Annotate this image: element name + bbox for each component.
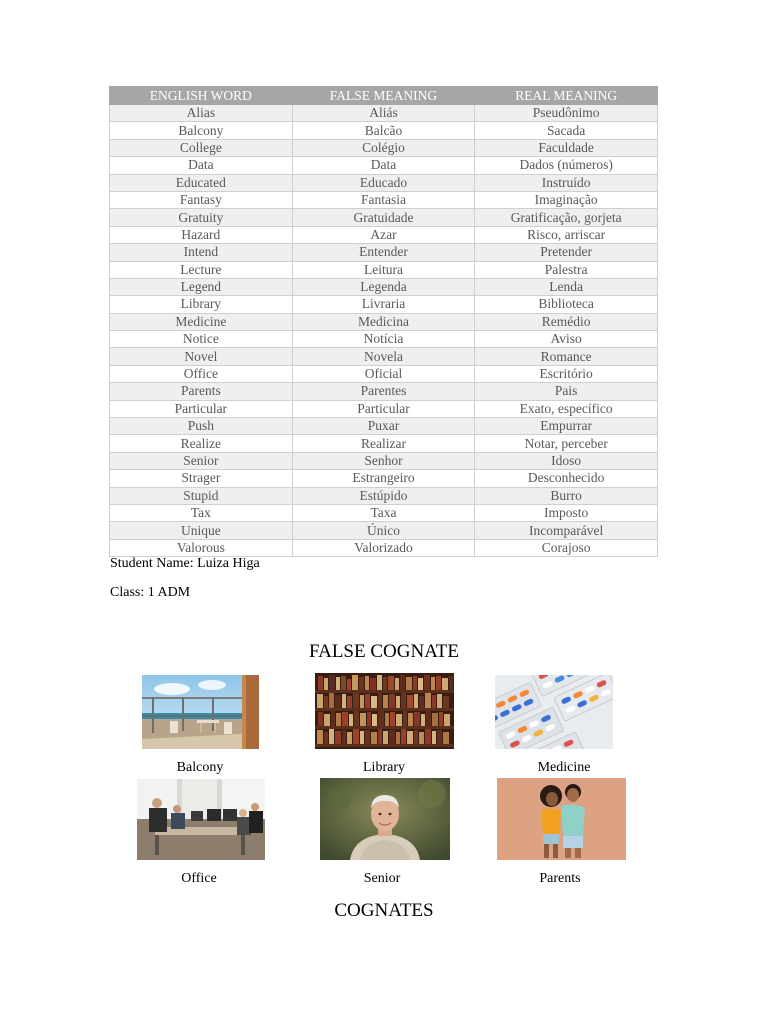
student-name: Student Name: Luiza Higa [110, 556, 260, 571]
cell-english-word: Particular [110, 400, 293, 417]
cell-english-word: Legend [110, 278, 293, 295]
cell-false-meaning: Único [292, 522, 475, 539]
table-row [110, 400, 658, 417]
cell-real-meaning: Dados (números) [475, 157, 658, 174]
cell-real-meaning: Pais [475, 383, 658, 400]
cell-false-meaning: Leitura [292, 261, 475, 278]
cell-english-word: Office [110, 365, 293, 382]
table-row [110, 278, 658, 295]
cell-false-meaning: Azar [292, 226, 475, 243]
cell-real-meaning: Corajoso [475, 539, 658, 556]
parents-photo [497, 778, 626, 860]
cell-false-meaning: Fantasia [292, 191, 475, 208]
table-row [110, 209, 658, 226]
table-row [110, 504, 658, 521]
caption-medicine: Medicine [537, 760, 591, 775]
table-header-row [110, 87, 658, 105]
cell-false-meaning: Senhor [292, 452, 475, 469]
cell-false-meaning: Data [292, 157, 475, 174]
cell-real-meaning: Sacada [475, 122, 658, 139]
cell-real-meaning: Pretender [475, 244, 658, 261]
cell-english-word: Push [110, 418, 293, 435]
table-row [110, 365, 658, 382]
section-title-false-cognate: FALSE COGNATE [308, 641, 460, 662]
cell-english-word: Balcony [110, 122, 293, 139]
caption-senior: Senior [363, 871, 401, 886]
caption-library: Library [363, 760, 405, 775]
caption-balcony: Balcony [176, 760, 224, 775]
vocabulary-table [109, 86, 658, 557]
cell-false-meaning: Taxa [292, 504, 475, 521]
cell-false-meaning: Oficial [292, 365, 475, 382]
cell-english-word: Medicine [110, 313, 293, 330]
table-row [110, 539, 658, 556]
cell-real-meaning: Lenda [475, 278, 658, 295]
cell-english-word: Educated [110, 174, 293, 191]
table-row [110, 105, 658, 122]
cell-english-word: Hazard [110, 226, 293, 243]
cell-real-meaning: Exato, específico [475, 400, 658, 417]
cell-real-meaning: Imposto [475, 504, 658, 521]
cell-real-meaning: Romance [475, 348, 658, 365]
cell-false-meaning: Legenda [292, 278, 475, 295]
cell-english-word: Fantasy [110, 191, 293, 208]
cell-real-meaning: Remédio [475, 313, 658, 330]
header-real-meaning: REAL MEANING [475, 87, 658, 105]
cell-english-word: Unique [110, 522, 293, 539]
table-row [110, 261, 658, 278]
cell-english-word: Data [110, 157, 293, 174]
cell-english-word: Strager [110, 470, 293, 487]
cell-english-word: Library [110, 296, 293, 313]
office-photo [137, 779, 265, 860]
table-row [110, 383, 658, 400]
cell-real-meaning: Desconhecido [475, 470, 658, 487]
cell-english-word: Realize [110, 435, 293, 452]
cell-false-meaning: Estúpido [292, 487, 475, 504]
header-false-meaning: FALSE MEANING [292, 87, 475, 105]
caption-office: Office [181, 871, 217, 886]
cell-real-meaning: Idoso [475, 452, 658, 469]
table-row [110, 331, 658, 348]
table-row [110, 435, 658, 452]
table-row [110, 122, 658, 139]
table-row [110, 191, 658, 208]
cell-real-meaning: Palestra [475, 261, 658, 278]
cell-false-meaning: Notícia [292, 331, 475, 348]
caption-parents: Parents [539, 871, 581, 886]
cell-real-meaning: Gratificação, gorjeta [475, 209, 658, 226]
cell-english-word: Lecture [110, 261, 293, 278]
library-photo [315, 673, 454, 749]
header-english-word: ENGLISH WORD [110, 87, 293, 105]
cell-english-word: Gratuity [110, 209, 293, 226]
medicine-photo [495, 675, 613, 749]
table-row [110, 418, 658, 435]
cell-english-word: Novel [110, 348, 293, 365]
table-row [110, 313, 658, 330]
cell-english-word: Intend [110, 244, 293, 261]
cell-false-meaning: Novela [292, 348, 475, 365]
table-row [110, 487, 658, 504]
table-row [110, 157, 658, 174]
cell-false-meaning: Realizar [292, 435, 475, 452]
cell-false-meaning: Estrangeiro [292, 470, 475, 487]
cell-real-meaning: Empurrar [475, 418, 658, 435]
cell-false-meaning: Valorizado [292, 539, 475, 556]
cell-english-word: Notice [110, 331, 293, 348]
cell-false-meaning: Gratuidade [292, 209, 475, 226]
cell-false-meaning: Entender [292, 244, 475, 261]
cell-real-meaning: Aviso [475, 331, 658, 348]
cell-english-word: Parents [110, 383, 293, 400]
cell-english-word: Tax [110, 504, 293, 521]
cell-real-meaning: Faculdade [475, 139, 658, 156]
table-row [110, 226, 658, 243]
cell-false-meaning: Puxar [292, 418, 475, 435]
cell-real-meaning: Imaginação [475, 191, 658, 208]
cell-false-meaning: Aliás [292, 105, 475, 122]
senior-photo [320, 778, 450, 860]
cell-real-meaning: Incomparável [475, 522, 658, 539]
table-row [110, 139, 658, 156]
table-body [110, 105, 658, 557]
cell-real-meaning: Biblioteca [475, 296, 658, 313]
table-row [110, 174, 658, 191]
cell-english-word: Alias [110, 105, 293, 122]
table-row [110, 452, 658, 469]
cell-real-meaning: Escritório [475, 365, 658, 382]
cell-false-meaning: Livraria [292, 296, 475, 313]
cell-real-meaning: Notar, perceber [475, 435, 658, 452]
cell-false-meaning: Colégio [292, 139, 475, 156]
cell-real-meaning: Instruído [475, 174, 658, 191]
cell-real-meaning: Burro [475, 487, 658, 504]
table-row [110, 470, 658, 487]
cell-false-meaning: Educado [292, 174, 475, 191]
cell-real-meaning: Pseudônimo [475, 105, 658, 122]
cell-real-meaning: Risco, arriscar [475, 226, 658, 243]
cell-english-word: College [110, 139, 293, 156]
table-row [110, 522, 658, 539]
table-row [110, 296, 658, 313]
table-row [110, 244, 658, 261]
cell-false-meaning: Medicina [292, 313, 475, 330]
cell-english-word: Valorous [110, 539, 293, 556]
balcony-photo [142, 675, 259, 749]
cell-false-meaning: Parentes [292, 383, 475, 400]
cell-false-meaning: Particular [292, 400, 475, 417]
section-title-cognates: COGNATES [334, 900, 434, 921]
cell-false-meaning: Balcão [292, 122, 475, 139]
class-name: Class: 1 ADM [110, 585, 191, 600]
table-row [110, 348, 658, 365]
cell-english-word: Senior [110, 452, 293, 469]
cell-english-word: Stupid [110, 487, 293, 504]
